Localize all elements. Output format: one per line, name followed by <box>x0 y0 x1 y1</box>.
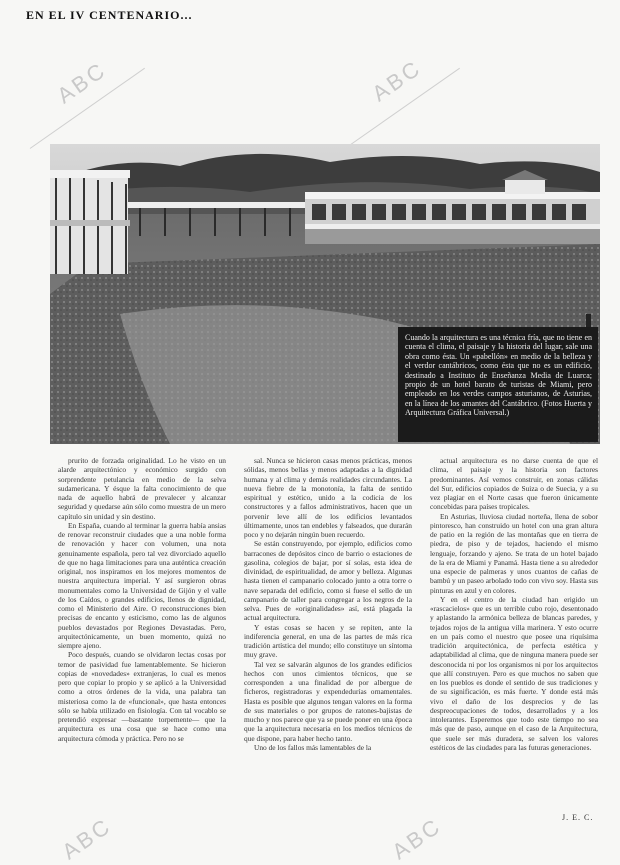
paragraph: Uno de los fallos más lamentables de la <box>254 742 372 752</box>
article-column <box>58 456 226 743</box>
watermark: ABC <box>57 812 117 865</box>
photo-caption: Cuando la arquitectura es una técnica fría, que no tiene en cuenta el clima, el paisaje y la historia del lugar, sale una obra como ésta. Un «pabellón» en medio de la belleza y el verdor cantábricos, como ésta que no es un edificio, destinado a Instituto de Enseñanza Media de Luarca; propio de un hotel barato de turistas de Miami, pero empleado en los verdes campos asturianos, de Asturias, en la línea de los amantes del Cantábrico. (Fotos Huerta y Arquitectura Gráfica Universal.) <box>398 327 598 442</box>
watermark: ABC <box>367 54 427 107</box>
author-signature: J. E. C. <box>562 813 594 822</box>
article-body <box>58 456 598 826</box>
paragraph: En España, cuando al terminar la guerra había ansias de renovar reconstruir ciudades que a una noble forma de renovación y hacer con volumen, una nota genuinamente española, pero tal vez divorciado aquello de que no haga limitaciones para una auténtica creación original, nos inspiramos en los mejores momentos de nuestra arquitectura imperial. Y así surgieron obras monumentales como la Universidad de Gijón y el valle de los Caídos, o grandes edificios, llenos de dignidad, como el Ministerio del Aire. O reconstrucciones bien precisas de encanto y esticismo, como las de algunos pueblos devastados por Regiones Devastadas. Pero, arquitectónicamente, un buen momento, quizá no siempre ajeno. <box>58 520 226 650</box>
article-column <box>244 456 412 752</box>
paragraph: prurito de forzada originalidad. Lo he visto en un alarde arquitectónico y económico surgido con sorprendente petulancia en medio de la selva sudamericana. Y ésque la falta conocimiento de que nada de aquello habrá de prevalecer y alcanzar seguridad y quedarse aún sólo como muestra de un mero capítulo sin unidad y sin destino. <box>58 456 226 521</box>
article-column <box>430 456 598 752</box>
paragraph: actual arquitectura es no darse cuenta de que el clima, el paisaje y la historia son factores predominantes. Así vemos construir, en zonas cálidas del Sur, edificios copiados de Suiza o de Suecia, y a su vez plagiar en el Norte casas que fueron únicamente concebidas para países tropicales. <box>430 456 598 512</box>
paragraph: sal. Nunca se hicieron casas menos prácticas, menos sólidas, menos bellas y menos adaptadas a la dignidad humana y al clima y demás realidades circundantes. La nueva fiebre de la monotonía, la falta de sentido espiritual y estético, unido a la codicia de los constructores y a fallos administrativos, hacen que un porvenir leve allí de los edificios levantados últimamente, unos tan endebles y falseados, que durarán poco y no dejarán ningún buen recuerdo. <box>244 456 412 539</box>
paragraph: Y estas cosas se hacen y se repiten, ante la indiferencia general, en una de las partes de más rica tradición artística del mundo; ello constituye un síntoma muy grave. <box>244 622 412 660</box>
paragraph: Se están construyendo, por ejemplo, edificios como barracones de depósitos cinco de barrio o estaciones de gasolina, colegios de bajar, por sí solas, esta idea de divinidad, de espiritualidad, de amor y belleza. Algunas hasta tienen el campanario colocado junto a otra torre o nave separada del edificio, como si fuese el sello de un campanario de taller para congregar a los negros de la selva. Pues de «originalidades» así, está plagada la actual arquitectura. <box>244 539 412 623</box>
paragraph: Y en el centro de la ciudad han erigido un «rascacielos» que es un terrible cubo rojo, desentonado y aplastando la armónica belleza de blancas paredes, y tejados rojos de la antigua villa marinera. Y esto ocurre en un país como el nuestro que posee una riquísima tradición arquitectónica, de perfecta estética y adaptabilidad al clima, que de ninguna manera puede ser desconocida ni por los organismos ni por los arquitectos que allí construyen. Pero es que muchos no saben que en los pueblos es donde el sentido de sus tradiciones y de su significación, es más fuerte. Y donde está más vivo el daño de los desprecios y de las despreocupaciones de todos, desarrollados y a los intolerantes. Esperemos que todo este tiempo no sea más que de paso, aunque en el caso de la Arquitectura, que suele ser más duradera, se salven los valores estéticos de las ciudades para las futuras generaciones. <box>430 594 598 752</box>
watermark: ABC <box>387 812 447 865</box>
paragraph: Poco después, cuando se olvidaron lectas cosas por temor de pasividad fue lamentablemente. Se hicieron copias de «novedades» extranjeras, lo cual es menos pero que copiar lo propio y se aplicó a la Universidad como a otros órdenes de la vida, una palabra tan misteriosa como la de «funcional», que hasta entonces sólo se había utilizado en fisiología. Con tal vocablo se pretendió expresar —bastante torpemente— que la arquitectura es una cosa que se hace como una arquitectura cómoda y práctica. Pero no se <box>58 650 226 743</box>
running-head: EN EL IV CENTENARIO... <box>26 8 193 22</box>
paragraph: En Asturias, lluviosa ciudad norteña, llena de sobor pintoresco, han construido un hotel con una gran altura de patio en la región de las montañas que en tierra de piedra, de piso y de tejados, haciendo el mismo lenguaje, forzando y ajeno. Se trata de un hotel bajado de la era de Miami y Panamá. Hasta tiene a su alrededor una especie de palmeras y unos cuantos de cañas de bambú y un paseo arbolado todo con vivo soy. Hasta sus pinturas en azul y en colores. <box>430 511 598 595</box>
paragraph: Tal vez se salvarán algunos de los grandes edificios hechos con unos cimientos técnicos, que se corresponden a una finalidad de por albergue de ficheros, registradoras y expendedurías ornamentales. Hasta es posible que algunos tengan valores en la forma de sus materiales o por grupos de ratones-bajistas de mucho y nos parece que ya se puede poner en una época que la arquitectura necesaria en los medios técnicos de que dispone, para haber hecho tanto. <box>244 659 412 743</box>
watermark: ABC <box>52 56 112 109</box>
